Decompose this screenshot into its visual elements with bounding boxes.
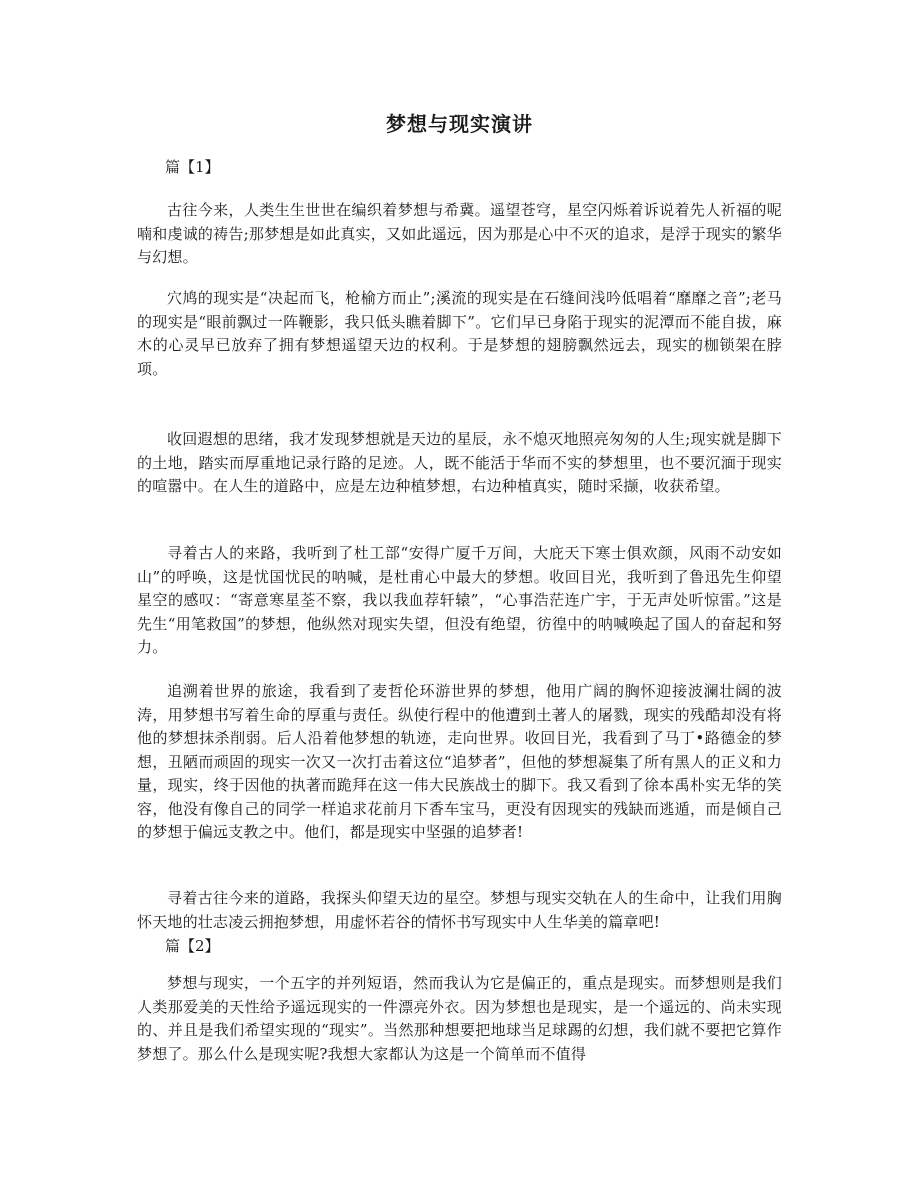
section-heading-2: 篇【2】 — [165, 937, 220, 955]
paragraph: 古往今来，人类生生世世在编织着梦想与希冀。遥望苍穹，星空闪烁着诉说着先人祈福的呢喃和虔诚的祷告;那梦想是如此真实，又如此遥远，因为那是心中不灭的追求，是浮于现实的繁华与幻想。 — [137, 201, 782, 266]
paragraph: 梦想与现实，一个五字的并列短语，然而我认为它是偏正的，重点是现实。而梦想则是我们人类那爱美的天性给予遥远现实的一件漂亮外衣。因为梦想也是现实，是一个遥远的、尚未实现的、并且是我们希望实现的“现实”。当然那种想要把地球当足球踢的幻想，我们就不要把它算作梦想了。那么什么是现实呢?我想大家都认为这是一个简单而不值得 — [137, 974, 782, 1063]
section-heading-1: 篇【1】 — [165, 158, 220, 176]
paragraph: 穴鸠的现实是“决起而飞，枪榆方而止”;溪流的现实是在石缝间浅吟低唱着“靡靡之音”;老马的现实是“眼前飘过一阵鞭影，我只低头瞧着脚下”。它们早已身陷于现实的泥潭而不能自拔，麻木的心灵早已放弃了拥有梦想遥望天边的权利。于是梦想的翅膀飘然远去，现实的枷锁架在脖项。 — [137, 289, 782, 378]
paragraph: 寻着古往今来的道路，我探头仰望天边的星空。梦想与现实交轨在人的生命中，让我们用胸怀天地的壮志凌云拥抱梦想，用虚怀若谷的情怀书写现实中人生华美的篇章吧! — [137, 889, 782, 931]
page-title: 梦想与现实演讲 — [386, 112, 533, 136]
paragraph: 追溯着世界的旅途，我看到了麦哲伦环游世界的梦想，他用广阔的胸怀迎接波澜壮阔的波涛，用梦想书写着生命的厚重与责任。纵使行程中的他遭到土著人的屠戮，现实的残酷却没有将他的梦想抹杀削弱。后人沿着他梦想的轨迹，走向世界。收回目光，我看到了马丁•路德金的梦想，丑陋而顽固的现实一次又一次打击着这位“追梦者”，但他的梦想凝集了所有黑人的正义和力量，现实，终于因他的执著而跪拜在这一伟大民族战士的脚下。我又看到了徐本禹朴实无华的笑容，他没有像自己的同学一样追求花前月下香车宝马，更没有因现实的残缺而逃遁，而是倾自己的梦想于偏远支教之中。他们，都是现实中坚强的追梦者! — [137, 682, 782, 841]
paragraph: 寻着古人的来路，我听到了杜工部“安得广厦千万间，大庇天下寒士俱欢颜，风雨不动安如山”的呼唤，这是忧国忧民的呐喊，是杜甫心中最大的梦想。收回目光，我听到了鲁迅先生仰望星空的感叹：“寄意寒星荃不察，我以我血荐轩辕”，“心事浩茫连广宇，于无声处听惊雷。”这是先生“用笔救国”的梦想，他纵然对现实失望，但没有绝望，彷徨中的呐喊唤起了国人的奋起和努力。 — [137, 544, 782, 656]
paragraph: 收回遐想的思绪，我才发现梦想就是天边的星辰，永不熄灭地照亮匆匆的人生;现实就是脚下的土地，踏实而厚重地记录行路的足迹。人，既不能活于华而不实的梦想里，也不要沉湎于现实的喧嚣中。在人生的道路中，应是左边种植梦想，右边种植真实，随时采撷，收获希望。 — [137, 430, 782, 495]
